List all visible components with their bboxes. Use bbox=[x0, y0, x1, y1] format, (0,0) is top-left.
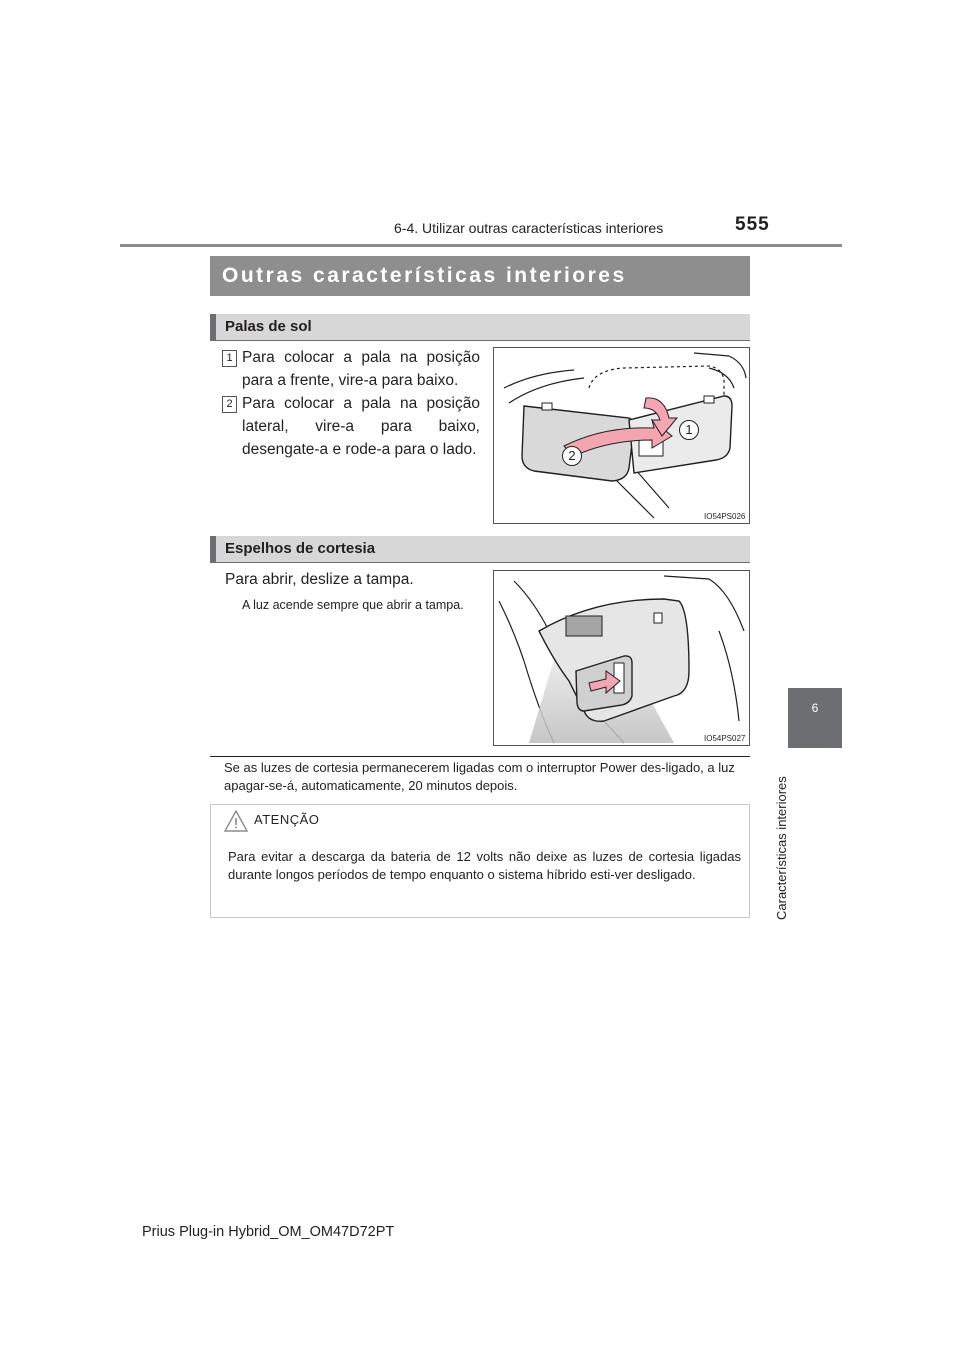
note-text: Se as luzes de cortesia permanecerem ligadas com o interruptor Power des-ligado, a luz apagar-se-á, automaticamente, 20 minutos depois. bbox=[224, 760, 735, 793]
vanity-mirror-instruction: Para abrir, deslize a tampa. bbox=[225, 571, 414, 588]
subheading-vanity-mirrors: Espelhos de cortesia bbox=[210, 536, 750, 562]
subheading-rule bbox=[210, 340, 750, 341]
warning-title: ATENÇÃO bbox=[254, 812, 320, 827]
warning-triangle-icon bbox=[224, 810, 248, 832]
sun-visor-illustration bbox=[493, 347, 750, 524]
vanity-mirror-drawing bbox=[494, 571, 749, 745]
vanity-mirror-illustration bbox=[493, 570, 750, 746]
subheading-sun-visors: Palas de sol bbox=[210, 314, 750, 340]
note-rule bbox=[210, 756, 750, 757]
footer-document-id: Prius Plug-in Hybrid_OM_OM47D72PT bbox=[142, 1224, 395, 1240]
chapter-tab-label: Características interiores bbox=[774, 776, 789, 920]
sun-visor-step-1: Para colocar a pala na posição para a frente, vire-a para baixo. bbox=[242, 349, 480, 389]
header-section-title: 6-4. Utilizar outras características interiores bbox=[394, 220, 664, 236]
item-number-1: 1 bbox=[222, 350, 237, 367]
sun-visor-drawing bbox=[494, 348, 749, 523]
header-rule bbox=[120, 244, 842, 247]
item-number-2: 2 bbox=[222, 396, 237, 413]
subheading-rule bbox=[210, 562, 750, 563]
figure-code: IO54PS026 bbox=[704, 512, 746, 521]
section-title: Outras características interiores bbox=[210, 256, 750, 296]
chapter-tab-number: 6 bbox=[788, 688, 842, 748]
page-number: 555 bbox=[735, 214, 770, 235]
warning-text: Para evitar a descarga da bateria de 12 volts não deixe as luzes de cortesia ligadas durante longos períodos de tempo enquanto o sistema híbrido esti-ver desligado. bbox=[228, 849, 741, 882]
figure-code: IO54PS027 bbox=[704, 734, 746, 743]
callout-2: 2 bbox=[562, 446, 582, 466]
sun-visor-step-2: Para colocar a pala na posição lateral, vire-a para baixo, desengate-a e rode-a para o lado. bbox=[242, 395, 480, 458]
callout-1: 1 bbox=[679, 420, 699, 440]
vanity-mirror-detail: A luz acende sempre que abrir a tampa. bbox=[242, 598, 464, 612]
